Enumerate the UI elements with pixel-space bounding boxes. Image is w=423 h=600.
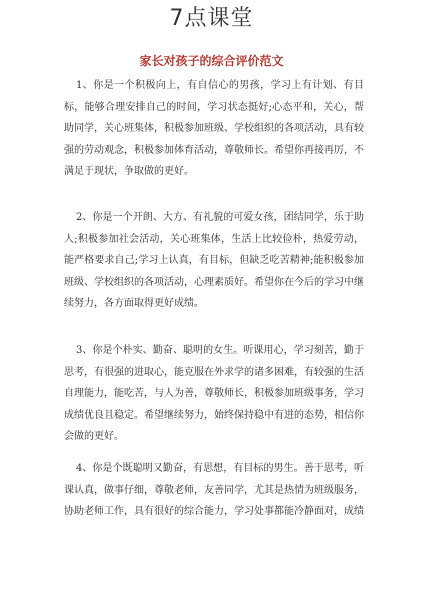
paragraph-2: 2、你是一个开朗、大方、有礼貌的可爱女孩，团结同学，乐于助人;积极参加社会活动，关心班集体，生活上比较俭朴，热爱劳动，能严格要求自己;学习上认真，有目标，但缺乏吃苦精神;能积极参加班级、学校组织的各项活动，心理素质好。希望你在今后的学习中继续努力，各方面取得更好成绩。 [64, 212, 364, 309]
page-caption: 7点课堂 [169, 6, 254, 31]
paragraph-3: 3、你是个朴实、勤奋、聪明的女生。听课用心，学习刻苦，勤于思考，有很强的进取心，能克服在外求学的诸多困难，有较强的生活自理能力，能吃苦，与人为善，尊敬师长，积极参加班级事务，学习成绩优良且稳定。希望继续努力，始终保持稳中有进的态势，相信你会做的更好。 [64, 345, 364, 442]
document-title: 家长对孩子的综合评价范文 [139, 54, 284, 68]
paragraph-1: 1、你是一个积极向上，有自信心的男孩，学习上有计划、有目标，能够合理安排自己的时间，学习状态挺好;心态平和，关心，帮助同学，关心班集体，积极参加班级、学校组织的各项活动，具有较强的劳动观念，积极参加体育活动，尊敬师长。希望你再接再厉，不满足于现状，争取做的更好。 [64, 80, 364, 177]
paragraph-4: 4、你是个既聪明又勤奋，有思想，有目标的男生。善于思考，听课认真，做事仔细，尊敬老师，友善同学，尤其是热情为班级服务，协助老师工作，具有很好的综合能力，学习处事都能冷静面对，成绩 [64, 463, 364, 517]
